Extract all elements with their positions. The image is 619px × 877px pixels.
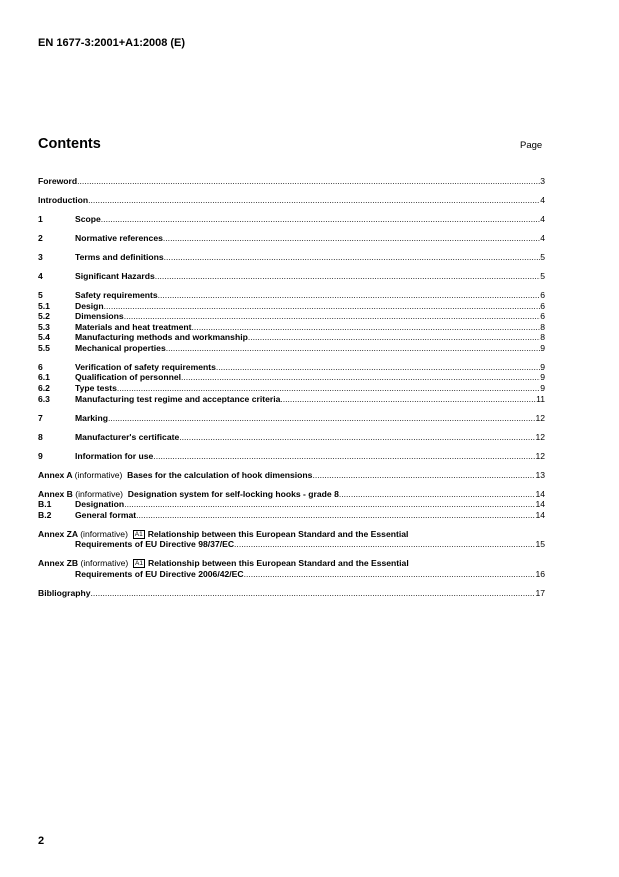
toc-entry-number: 8 xyxy=(38,431,43,442)
toc-entry-title: Marking xyxy=(75,412,108,423)
toc-entry-annex-a[interactable] xyxy=(38,470,545,481)
dot-leader xyxy=(339,489,536,500)
toc-entry-page: 14 xyxy=(535,499,545,510)
toc-entry-title: Safety requirements xyxy=(75,289,158,300)
toc-entry-number: 6.1 xyxy=(38,372,50,383)
contents-title: Contents xyxy=(38,136,101,152)
dot-leader xyxy=(108,413,535,424)
toc-entry-annex-b[interactable] xyxy=(38,489,545,500)
toc-entry-information-for-use[interactable] xyxy=(38,451,545,462)
annex-label: Annex B xyxy=(38,488,73,499)
toc-entry-number: 5.2 xyxy=(38,311,50,322)
dot-leader xyxy=(179,432,535,443)
dot-leader xyxy=(192,322,541,333)
toc-entry-annex-za-line1[interactable] xyxy=(38,529,545,540)
toc-entry-page: 9 xyxy=(540,383,545,394)
toc-entry-page: 12 xyxy=(535,412,545,423)
toc-entry-page: 9 xyxy=(540,372,545,383)
dot-leader xyxy=(181,372,540,383)
toc-entry-title-cont: Requirements of EU Directive 2006/42/EC xyxy=(75,568,244,579)
toc-entry-manufacturing-test[interactable] xyxy=(38,394,545,405)
toc-entry-number: 6.3 xyxy=(38,393,50,404)
dot-leader xyxy=(124,311,541,322)
toc-entry-number: 3 xyxy=(38,251,43,262)
toc-entry-page: 6 xyxy=(540,289,545,300)
toc-entry-page: 16 xyxy=(535,568,545,579)
toc-entry-title: General format xyxy=(75,509,137,520)
toc-entry-scope[interactable] xyxy=(38,214,545,225)
toc-entry-title: Information for use xyxy=(75,450,154,461)
toc-entry-page: 3 xyxy=(540,176,545,186)
toc-entry-page: 9 xyxy=(540,342,545,353)
dot-leader xyxy=(244,569,536,580)
toc-entry-page: 5 xyxy=(540,251,545,262)
toc-entry-page: 4 xyxy=(540,213,545,224)
toc-entry-significant-hazards[interactable] xyxy=(38,271,545,282)
toc-entry-number: 5.3 xyxy=(38,321,50,332)
toc-entry-number: 5 xyxy=(38,289,43,300)
toc-entry-number: 6.2 xyxy=(38,383,50,394)
toc-entry-normative-references[interactable] xyxy=(38,233,545,244)
toc-entry-title: Scope xyxy=(75,213,101,224)
toc-entry-page: 11 xyxy=(536,393,545,404)
toc-entry-page: 14 xyxy=(535,488,545,499)
toc-entry-page: 14 xyxy=(535,509,545,520)
annex-type: (informative) xyxy=(74,469,123,480)
toc-entry-title: Type tests xyxy=(75,383,117,394)
annex-type: (informative) xyxy=(75,488,124,499)
toc-entry-mechanical-properties[interactable] xyxy=(38,343,545,354)
toc-entry-title: Foreword xyxy=(38,176,78,186)
dot-leader xyxy=(158,290,541,301)
toc-entry-title: Qualification of personnel xyxy=(75,372,181,383)
toc-entry-foreword[interactable] xyxy=(38,176,545,187)
dot-leader xyxy=(117,383,540,394)
toc-entry-title: Terms and definitions xyxy=(75,251,164,262)
dot-leader xyxy=(153,451,535,462)
page-column-label: Page xyxy=(520,140,543,151)
toc-entry-number: 6 xyxy=(38,361,43,372)
toc-entry-annex-zb-line1[interactable] xyxy=(38,558,545,569)
toc-entry-number: 2 xyxy=(38,232,43,243)
dot-leader xyxy=(163,233,540,244)
toc-entry-page: 17 xyxy=(535,587,545,598)
toc-entry-number: 5.4 xyxy=(38,332,50,343)
toc-entry-title: Verification of safety requirements xyxy=(75,361,216,372)
toc-entry-page: 8 xyxy=(540,332,545,343)
toc-entry-materials[interactable] xyxy=(38,322,545,333)
toc-entry-page: 6 xyxy=(540,300,545,311)
toc-entry-title: Designation xyxy=(75,499,125,510)
table-of-contents xyxy=(38,176,545,598)
toc-entry-terms-definitions[interactable] xyxy=(38,252,545,263)
toc-entry-page: 8 xyxy=(540,321,545,332)
toc-entry-title: Dimensions xyxy=(75,311,124,322)
dot-leader xyxy=(77,176,540,187)
toc-entry-design[interactable] xyxy=(38,301,545,312)
toc-entry-title-cont: Requirements of EU Directive 98/37/EC xyxy=(75,539,235,550)
toc-entry-page: 4 xyxy=(540,232,545,243)
toc-entry-manufacturing-methods[interactable] xyxy=(38,332,545,343)
toc-entry-page: 9 xyxy=(540,361,545,372)
toc-entry-number: B.1 xyxy=(38,499,52,510)
toc-entry-manufacturers-certificate[interactable] xyxy=(38,432,545,443)
toc-entry-page: 12 xyxy=(535,431,545,442)
toc-entry-title: Manufacturing test regime and acceptance criteria xyxy=(75,393,281,404)
dot-leader xyxy=(91,588,536,599)
toc-entry-title: Bibliography xyxy=(38,587,91,598)
dot-leader xyxy=(216,362,540,373)
dot-leader xyxy=(312,470,535,481)
dot-leader xyxy=(104,301,541,312)
toc-entry-page: 13 xyxy=(535,469,545,480)
dot-leader xyxy=(234,539,535,550)
toc-entry-number: 7 xyxy=(38,412,43,423)
toc-entry-title: Design xyxy=(75,300,104,311)
toc-entry-number: 4 xyxy=(38,270,43,281)
dot-leader xyxy=(280,394,536,405)
toc-entry-title: Designation system for self-locking hooks - grade 8 xyxy=(127,488,339,499)
toc-entry-page: 15 xyxy=(535,539,545,550)
dot-leader xyxy=(136,510,535,521)
toc-entry-title: Normative references xyxy=(75,232,163,243)
toc-entry-type-tests[interactable] xyxy=(38,383,545,394)
annex-type: (informative) xyxy=(80,528,128,539)
toc-entry-number: 5.1 xyxy=(38,300,50,311)
annex-type: (informative) xyxy=(80,558,129,569)
toc-entry-bibliography[interactable] xyxy=(38,588,545,599)
toc-entry-number: 5.5 xyxy=(38,342,50,353)
toc-entry-title: Bases for the calculation of hook dimensions xyxy=(127,469,313,480)
toc-entry-title: Mechanical properties xyxy=(75,342,166,353)
dot-leader xyxy=(248,332,540,343)
page-number: 2 xyxy=(38,835,45,847)
dot-leader xyxy=(88,195,540,206)
amendment-marker-icon: A1 xyxy=(134,530,143,538)
toc-entry-page: 5 xyxy=(540,270,545,281)
toc-entry-b1-designation[interactable] xyxy=(38,499,545,510)
toc-entry-introduction[interactable] xyxy=(38,195,545,206)
toc-entry-verification[interactable] xyxy=(38,362,545,373)
dot-leader xyxy=(155,271,540,282)
toc-entry-qualification[interactable] xyxy=(38,372,545,383)
toc-entry-title: Materials and heat treatment xyxy=(75,321,192,332)
toc-entry-page: 6 xyxy=(540,311,545,322)
toc-entry-number: B.2 xyxy=(38,509,52,520)
amendment-marker-icon: A1 xyxy=(135,560,143,568)
toc-entry-title: Manufacturing methods and workmanship xyxy=(75,332,248,343)
toc-entry-title: Significant Hazards xyxy=(75,270,155,281)
annex-label: Annex ZB xyxy=(38,558,79,569)
annex-label: Annex ZA xyxy=(38,528,78,539)
toc-entry-page: 4 xyxy=(540,194,545,205)
dot-leader xyxy=(164,252,541,263)
toc-entry-page: 12 xyxy=(535,450,545,461)
toc-entry-annex-za-line2[interactable] xyxy=(38,539,545,550)
dot-leader xyxy=(101,214,540,225)
toc-entry-number: 1 xyxy=(38,213,43,224)
toc-entry-b2-general-format[interactable] xyxy=(38,510,545,521)
toc-entry-safety-requirements[interactable] xyxy=(38,290,545,301)
dot-leader xyxy=(124,499,535,510)
toc-entry-title: Introduction xyxy=(38,194,89,205)
toc-entry-marking[interactable] xyxy=(38,413,545,424)
dot-leader xyxy=(166,343,540,354)
toc-entry-dimensions[interactable] xyxy=(38,311,545,322)
toc-entry-title: Manufacturer's certificate xyxy=(75,431,180,442)
toc-entry-title: Relationship between this European Standard and the Essential xyxy=(147,528,409,539)
annex-label: Annex A xyxy=(38,469,73,480)
toc-entry-number: 9 xyxy=(38,450,43,461)
toc-entry-title: Relationship between this European Standard and the Essential xyxy=(148,558,409,569)
document-header: EN 1677-3:2001+A1:2008 (E) xyxy=(38,37,186,49)
toc-entry-annex-zb-line2[interactable] xyxy=(38,569,545,580)
